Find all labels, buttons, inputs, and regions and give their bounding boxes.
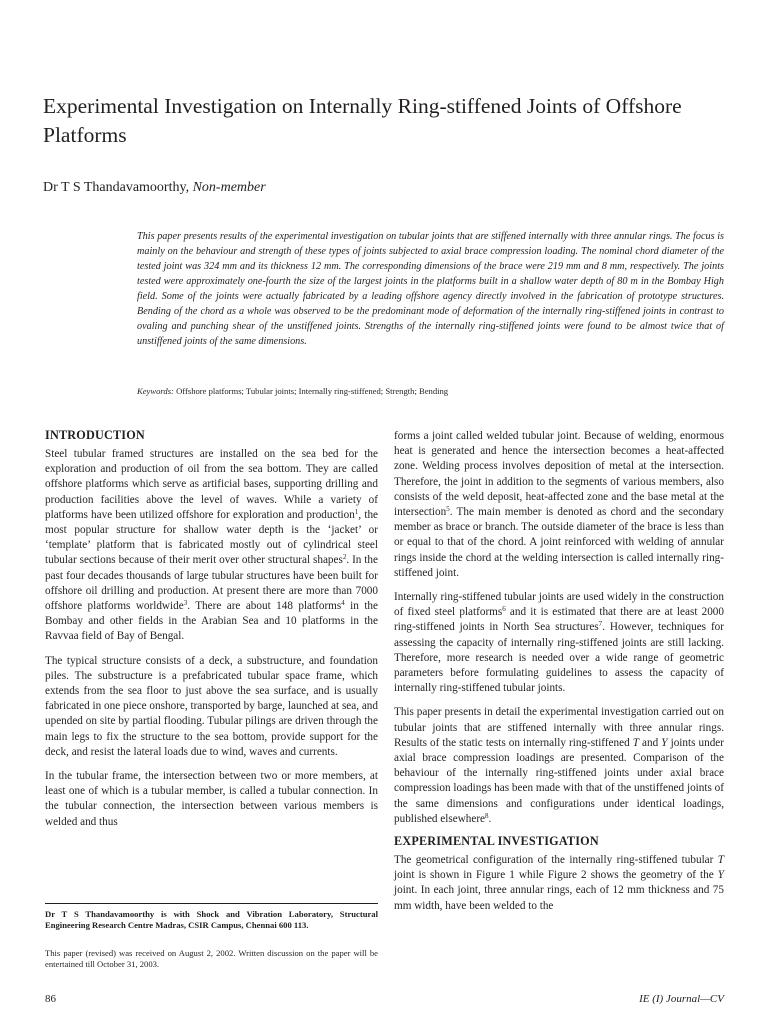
paragraph: The typical structure consists of a deck, a substructure, and foundation piles. The substructure is a prefabricated tubular space frame, which extends from the sea floor to just above the sea surface, and is usually fabricated in one piece onshore, transported by barge, launched at sea, and upended on site by partial flooding. Tubular pilings are driven through the main legs to fix the structure to the sea bottom, provide support for the deck, and resist the lateral loads due to wind, waves and currents. [45,654,378,758]
right-column [394,429,724,923]
paragraph: In the tubular frame, the intersection between two or more members, at least one of which is a tubular member, is called a tubular connection. In the tubular connection, the intersection between various members is welded and thus [45,770,378,828]
journal-name: IE (I) Journal—CV [639,993,724,1005]
author-name: Dr T S Thandavamoorthy, [43,180,190,195]
author-line [43,179,266,197]
section-heading-experimental: EXPERIMENTAL INVESTIGATION [394,834,599,849]
footnote-divider [45,903,378,904]
paragraph: This paper presents in detail the experimental investigation carried out on tubular joints that are stiffened internally with three annular rings. Results of the static tests on internally ring-stiffened T and Y joints under axial brace compression loadings are presented. Comparison of the behaviour of the internally ring-stiffened joints under axial brace compression loadings has been made with that of the unstiffened joints of the same dimensions and configurations under identical loadings, published elsewhere$^8$. [394,706,724,825]
citation: 1 [354,507,359,516]
paragraph: forms a joint called welded tubular joint. Because of welding, enormous heat is generated and hence the intersection becomes a heat-affected zone. Welding process involves deposition of metal at the intersection. Therefore, the joint in addition to the segments of various members, also consists of the weld deposit, heat-affected zone and the base metal at the intersection$^5$. The main member is denoted as chord and the secondary member as brace or branch. The outside diameter of the brace is less than or equal to that of the chord. A joint reinforced with welding of annular rings inside the chord at the welding intersection is called internally ring-stiffened joint. [394,430,724,579]
left-column [45,428,378,839]
citation: 6 [502,605,506,614]
paragraph: Internally ring-stiffened tubular joints are used widely in the construction of fixed steel platforms$^6$ and it is estimated that there are at least 2000 ring-stiffened joints in North Sea structures$^7$. However, techniques for assessing the capacity of internally ring-stiffened joints are still lacking. Therefore, more research is needed over a wide range of geometric parameters before formulating guidelines to assess the capacity of internally ring-stiffened tubular joints. [394,591,725,695]
paper-title: Experimental Investigation on Internally Ring-stiffened Joints of Offshore Platforms [43,94,682,147]
footnote-affiliation: Dr T S Thandavamoorthy is with Shock and Vibration Laboratory, Structural Engineering Research Centre Madras, CSIR Campus, Chennai 600 113. [45,909,378,930]
keywords [137,385,724,397]
citation: 8 [485,811,489,820]
citation: 2 [342,553,347,562]
keywords-label: Keywords: [137,386,174,396]
citation: 5 [446,505,450,514]
citation: 4 [341,599,345,608]
citation: 7 [598,620,603,629]
author-membership: Non-member [192,180,266,195]
paragraph: Steel tubular framed structures are installed on the sea bed for the exploration and production of oil from the sea bottom. They are called offshore platforms which serve as artificial bases, supporting drilling and production facilities above the level of waves. While a variety of platforms have been utilized offshore for exploration and production$^1$, the most popular structure for shallow water depth is the ‘jacket’ or ‘template’ platform that is fabricated mostly out of cylindrical steel tubular sections because of their merit over other structural shapes$^2$. In the past four decades thousands of large tubular structures have been built for offshore oil drilling and production. At present there are more than 7000 offshore platforms worldwide$^3$. There are about 148 platforms$^4$ in the Bombay and other fields in the Arabian Sea and 10 platforms in the Ravvaa field of Bay of Bengal. [45,448,379,643]
section-heading-introduction: INTRODUCTION [45,428,145,442]
paragraph: The geometrical configuration of the internally ring-stiffened tubular T joint is shown in Figure 1 while Figure 2 shows the geometry of the Y joint. In each joint, three annular rings, each of 12 mm thickness and 75 mm width, have been welded to the [394,854,724,912]
abstract: This paper presents results of the experimental investigation on tubular joints that are stiffened internally with three annular rings. The focus is mainly on the behaviour and strength of these types of joints subjected to axial brace compression loading. The nominal chord diameter of the tested joint was 324 mm and its thickness 12 mm. The corresponding dimensions of the brace were 219 mm and 8 mm, respectively. The joints tested were approximately one-fourth the size of the largest joints in the platforms built in a shallow water depth of 80 m in the Bombay High field. Some of the joints were actually fabricated by a leading offshore agency directly involved in the fabrication of prototype structures. Bending of the chord as a whole was observed to be the predominant mode of deformation of the internally ring-stiffened joints in contrast to ovaling and punching shear of the unstiffened joints. Strengths of the internally ring-stiffened joints were found to be almost twice that of unstiffened joints of the same dimensions. [137,231,724,347]
keywords-text: Offshore platforms; Tubular joints; Internally ring-stiffened; Strength; Bending [176,386,449,396]
footnote-received: This paper (revised) was received on August 2, 2002. Written discussion on the paper will be entertained till October 31, 2003. [45,948,378,969]
page-number: 86 [45,993,56,1005]
citation: 3 [183,599,188,608]
